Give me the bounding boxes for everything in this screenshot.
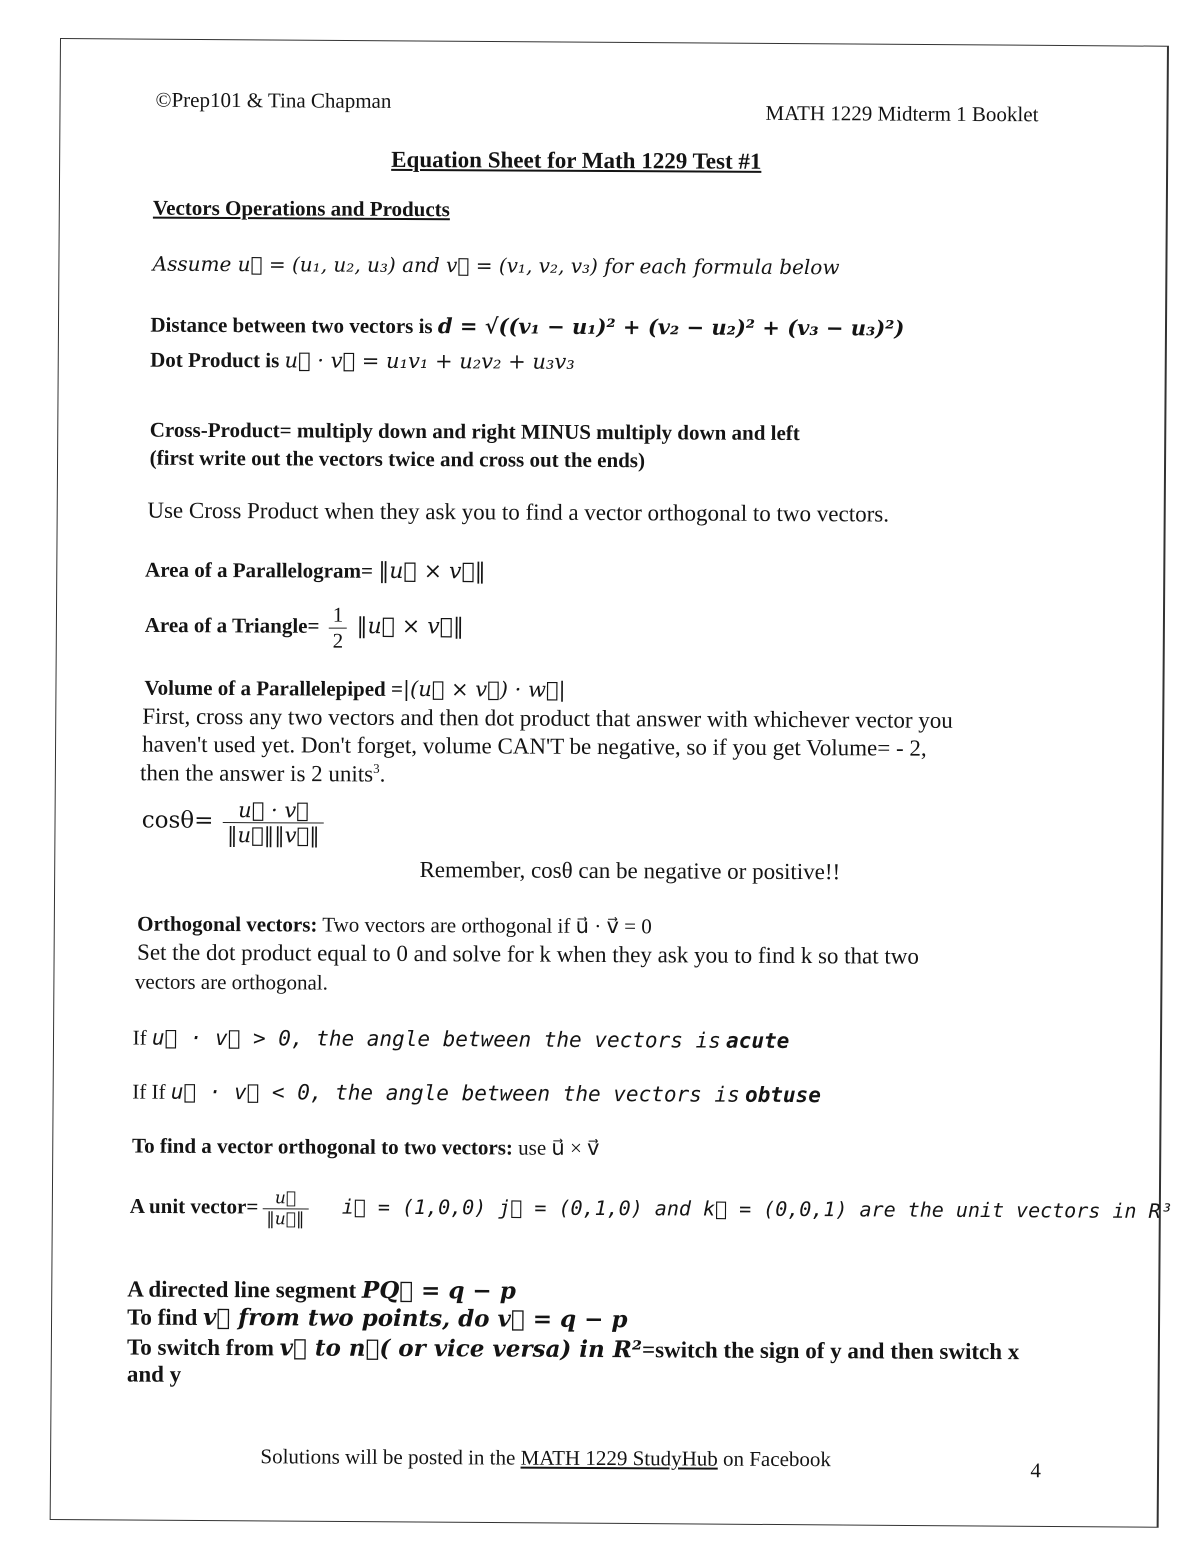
distance-formula-line	[150, 312, 904, 342]
area-parallelogram-label: Area of a Parallelogram=	[145, 557, 374, 583]
dot-product-formula: u⃗ · v⃗ = u₁v₁ + u₂v₂ + u₃v₃	[284, 348, 575, 374]
area-triangle-formula: ‖u⃗ × v⃗‖	[356, 614, 464, 640]
area-parallelogram-line	[145, 558, 486, 585]
footer-prefix: Solutions will be posted in the	[260, 1444, 516, 1470]
obtuse-prefix: If If	[132, 1079, 166, 1104]
orthogonal-label: Orthogonal vectors:	[137, 911, 318, 937]
unit-vector-label: A unit vector=	[129, 1193, 259, 1219]
volume-text-2: haven't used yet. Don't forget, volume CAN'T be negative, so if you get Volume= - 2,	[142, 731, 927, 761]
find-v-formula: v⃗ from two points, do v⃗ = q − p	[202, 1303, 628, 1334]
distance-formula: d = √((v₁ − u₁)² + (v₂ − u₂)² + (v₃ − u₃)²)	[437, 313, 905, 341]
footer-suffix: on Facebook	[722, 1446, 832, 1472]
page-title: Equation Sheet for Math 1229 Test #1	[391, 146, 762, 174]
area-triangle-label: Area of a Triangle=	[144, 612, 320, 638]
cross-product-line2: (first write out the vectors twice and cross out the ends)	[149, 445, 646, 473]
obtuse-formula: u⃗ · v⃗ < 0, the angle between the vectors is	[170, 1079, 740, 1107]
find-orthogonal-text: use u⃗ × v⃗	[518, 1135, 600, 1161]
unit-vector-line	[130, 1188, 1173, 1234]
switch-formula: v⃗ to n⃗( or vice versa) in R²	[279, 1334, 643, 1364]
acute-rule	[133, 1026, 790, 1054]
header-left: ©Prep101 & Tina Chapman	[155, 87, 392, 113]
volume-formula: |(u⃗ × v⃗) · w⃗|	[402, 676, 566, 702]
switch-rest: =switch the sign of y and then switch x	[641, 1337, 1020, 1365]
obtuse-word: obtuse	[744, 1082, 821, 1108]
volume-text-1: First, cross any two vectors and then dot product that answer with whichever vector you	[142, 703, 953, 733]
obtuse-rule	[132, 1080, 821, 1109]
unit-numerator: u⃗	[262, 1188, 308, 1209]
unit-denominator: ‖u⃗‖	[266, 1209, 305, 1230]
volume-text-3-end: .	[379, 761, 386, 787]
orthogonal-line-2: Set the dot product equal to 0 and solve for k when they ask you to find k so that two	[137, 939, 920, 969]
dot-product-label: Dot Product is	[150, 347, 280, 373]
acute-word: acute	[726, 1028, 790, 1053]
orthogonal-line-3: vectors are orthogonal.	[134, 969, 328, 995]
assume-line: Assume u⃗ = (u₁, u₂, u₃) and v⃗ = (v₁, v₂, v₃) for each formula below	[152, 251, 840, 280]
cos-formula	[142, 798, 328, 848]
area-parallelogram-formula: ‖u⃗ × v⃗‖	[378, 558, 486, 585]
area-triangle-line	[145, 602, 464, 655]
directed-line-4: and y	[126, 1361, 182, 1387]
dot-product-line	[150, 348, 575, 375]
header-right: MATH 1229 Midterm 1 Booklet	[765, 100, 1039, 127]
directed-line-2	[127, 1304, 627, 1334]
switch-label: To switch from	[126, 1334, 275, 1361]
acute-prefix: If	[132, 1025, 147, 1050]
studyhub-link[interactable]: MATH 1229 StudyHub	[520, 1445, 718, 1471]
use-cross-text: Use Cross Product when they ask you to find a vector orthogonal to two vectors.	[147, 497, 890, 527]
cos-denominator: ‖u⃗‖‖v⃗‖	[227, 823, 320, 848]
volume-superscript: 3	[373, 760, 380, 776]
volume-text-3-body: then the answer is 2 units	[139, 760, 374, 787]
cos-label: cosθ=	[141, 807, 214, 834]
find-orthogonal-label: To find a vector orthogonal to two vectors:	[131, 1133, 513, 1160]
find-orthogonal-line	[132, 1134, 600, 1161]
cross-product-line1: Cross-Product= multiply down and right MINUS multiply down and left	[149, 417, 800, 446]
cos-remember-note: Remember, cosθ can be negative or positive!!	[419, 857, 841, 885]
orthogonal-text: Two vectors are orthogonal if u⃗ · v⃗ = 0	[322, 912, 652, 939]
cos-fraction	[223, 798, 324, 848]
footer	[260, 1444, 831, 1472]
area-triangle-fraction	[329, 603, 348, 654]
distance-label: Distance between two vectors is	[150, 312, 433, 339]
fraction-denominator: 2	[332, 628, 344, 653]
directed-formula: PQ⃗ = q − p	[361, 1276, 516, 1305]
directed-label: A directed line segment	[127, 1276, 357, 1303]
page-number: 4	[1030, 1458, 1041, 1483]
unit-vectors-text: i⃗ = (1,0,0) j⃗ = (0,1,0) and k⃗ = (0,0,1) are the unit vectors in R³	[341, 1194, 1173, 1224]
section-title: Vectors Operations and Products	[152, 195, 450, 222]
acute-formula: u⃗ · v⃗ > 0, the angle between the vectors is	[151, 1025, 721, 1053]
volume-line	[144, 676, 565, 703]
directed-line-1	[127, 1276, 516, 1305]
volume-text-3	[140, 760, 386, 788]
orthogonal-line	[137, 912, 652, 940]
find-v-label: To find	[127, 1304, 198, 1330]
unit-vector-fraction	[262, 1188, 308, 1229]
directed-line-3	[127, 1334, 1019, 1366]
cos-numerator: u⃗ · v⃗	[223, 798, 324, 824]
fraction-numerator: 1	[329, 603, 348, 629]
volume-label: Volume of a Parallelepiped =	[144, 675, 404, 701]
